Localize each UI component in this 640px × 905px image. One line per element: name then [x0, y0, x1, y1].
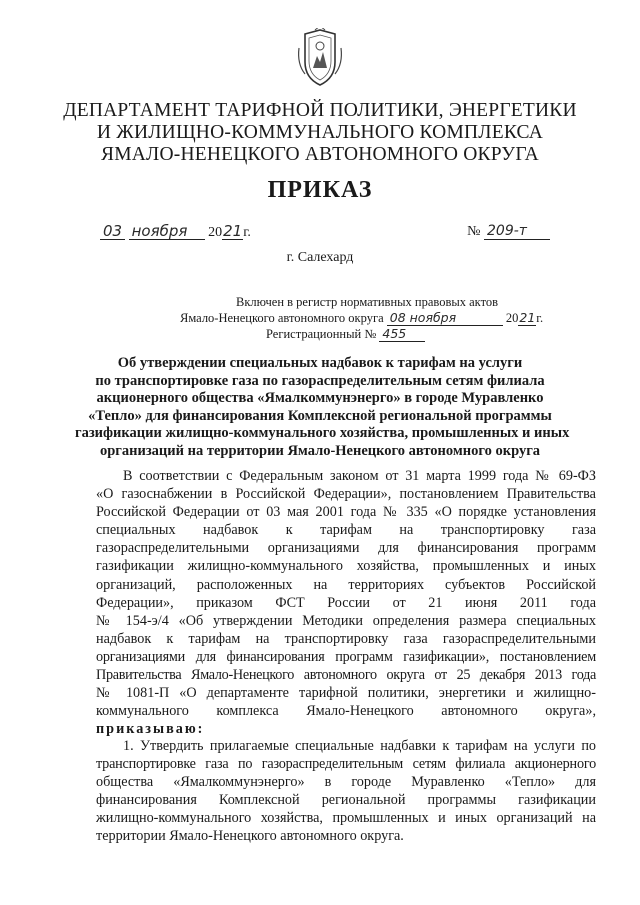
- title-line: «Тепло» для финансирования Комплексной региональной программы: [88, 407, 552, 424]
- preamble-line: специальных надбавок к тарифам на транспортировку газа: [96, 522, 596, 539]
- order-date-day: 03: [100, 224, 125, 240]
- preamble-line: Федерации», приказом ФСТ России от 21 июня 2011 года: [96, 594, 596, 611]
- title-line: Об утверждении специальных надбавок к тарифам на услуги: [117, 355, 523, 371]
- order-date-month: ноября: [129, 224, 205, 240]
- item-1-line: жилищно-коммунального хозяйства, промышленных и иных организаций на: [96, 810, 596, 827]
- preamble-line: Правительства Ямало-Ненецкого автономного округа от 25 декабря 2013 года: [96, 667, 596, 684]
- preamble-line: надбавок к тарифам на транспортировку газа газораспределительными: [96, 630, 596, 647]
- item-1-line: транспортировке газа по газораспределительным сетям филиала акционерного: [96, 756, 596, 773]
- title-line: акционерного общества «Ямалкоммунэнерго» в городе Муравленко: [96, 390, 544, 406]
- preamble-line: № 1081-П «О департаменте тарифной политики, энергетики и жилищно-: [96, 685, 596, 702]
- preamble-line: коммунального комплекса Ямало-Ненецкого автономного округа»,: [96, 703, 596, 720]
- item-1-line: общества «Ямалкоммунэнерго» в городе Муравленко «Тепло» для: [96, 774, 596, 791]
- coat-of-arms-emblem: [295, 28, 345, 88]
- preamble-line: Российской Федерации от 03 мая 2001 года № 335 «О порядке установления: [96, 504, 596, 521]
- preamble-line: организаций, расположенных на территориях субъектов Российской: [96, 576, 596, 593]
- dept-line: ДЕПАРТАМЕНТ ТАРИФНОЙ ПОЛИТИКИ, ЭНЕРГЕТИКИ: [63, 100, 577, 121]
- order-date-year-suffix: 21: [223, 222, 243, 240]
- title-line: газификации жилищно-коммунального хозяйства, промышленных и иных: [75, 425, 570, 441]
- department-name: [60, 100, 580, 166]
- order-date-year-prefix: 20: [208, 225, 223, 240]
- order-date: [100, 224, 251, 241]
- order-date-year-g: г.: [243, 225, 251, 240]
- document-type-heading: ПРИКАЗ: [267, 177, 373, 203]
- title-line: организаций на территории Ямало-Ненецкого автономного округа: [99, 442, 541, 459]
- city-line: г. Салехард: [286, 250, 354, 265]
- preamble-line: № 154-э/4 «Об утверждении Методики определения размера специальных: [96, 612, 596, 629]
- registry-region: Ямало-Ненецкого автономного округа: [180, 311, 384, 325]
- registry-number-label: Регистрационный №: [266, 327, 377, 341]
- preamble-line: газораспределительными организациями для финансирования программ: [96, 540, 596, 557]
- item-1-paragraph: [96, 737, 596, 846]
- registry-year-g: г.: [536, 311, 544, 325]
- registry-stamp: [180, 295, 570, 342]
- registry-line-1: Включен в регистр нормативных правовых актов: [236, 295, 499, 309]
- order-number: [467, 224, 550, 240]
- preamble-line: В соответствии с Федеральным законом от 31 марта 1999 года № 69-ФЗ: [123, 468, 596, 484]
- registry-year-suffix: 21: [519, 310, 536, 325]
- title-line: по транспортировке газа по газораспределительным сетям филиала: [95, 372, 545, 389]
- item-1-line: территории Ямало-Ненецкого автономного округа.: [96, 828, 404, 845]
- order-number-label: №: [467, 224, 481, 239]
- registry-line-3: [180, 326, 570, 342]
- preamble-line: газификации жилищно-коммунального хозяйства, промышленных и иных: [96, 558, 596, 575]
- registry-line-2: [180, 310, 570, 326]
- dept-line: И ЖИЛИЩНО-КОММУНАЛЬНОГО КОМПЛЕКСА: [96, 122, 544, 143]
- prikazyvayu-word: приказываю:: [96, 721, 205, 738]
- registry-number: 455: [379, 326, 425, 342]
- preamble-line: организациями для финансирования программ газификации», постановлением: [96, 648, 596, 665]
- item-1-line: финансирования Комплексной региональной программы газификации: [96, 792, 596, 809]
- item-1-line: 1. Утвердить прилагаемые специальные надбавки к тарифам на услуги по: [123, 738, 596, 754]
- preamble-line: «О газоснабжении в Российской Федерации», постановлением Правительства: [96, 486, 596, 503]
- order-number-value: 209-т: [484, 224, 550, 240]
- document-title: [75, 355, 570, 460]
- preamble-paragraph: [96, 467, 596, 738]
- dept-line: ЯМАЛО-НЕНЕЦКОГО АВТОНОМНОГО ОКРУГА: [101, 144, 539, 165]
- registry-year-prefix: 20: [505, 311, 519, 325]
- registry-date: 08 ноября: [387, 310, 503, 326]
